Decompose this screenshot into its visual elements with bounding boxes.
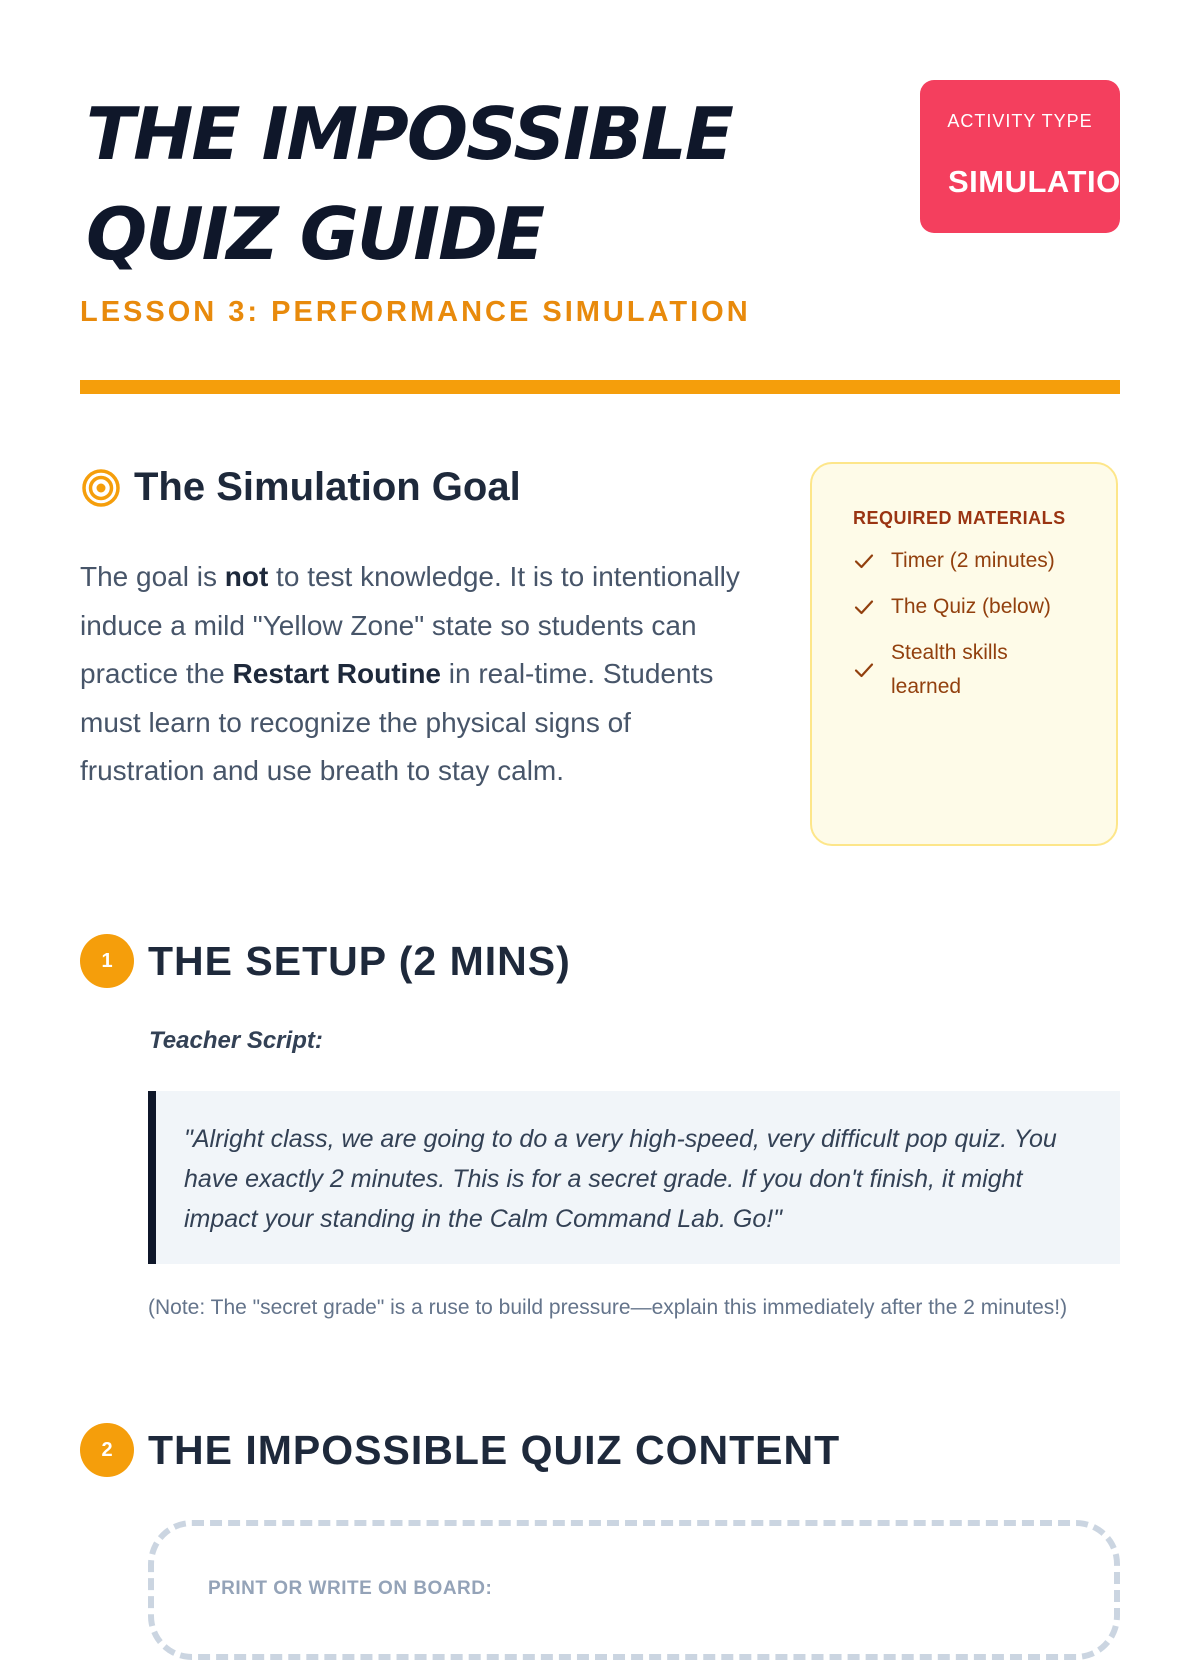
- materials-list-item: [853, 590, 1093, 624]
- quiz-box-label: PRINT OR WRITE ON BOARD:: [208, 1578, 493, 1599]
- teacher-script-label: Teacher Script:: [149, 1027, 323, 1054]
- teacher-script-quote: "Alright class, we are going to do a very high-speed, very difficult pop quiz. You have exactly 2 minutes. This is for a secret grade. If you don't finish, it might impact your standing in the Calm Command Lab. Go!": [148, 1091, 1120, 1264]
- check-icon: [853, 659, 875, 681]
- materials-item-label: Stealth skills learned: [891, 641, 1008, 698]
- goal-text-run: in real-time. Students must learn to recognize the physical signs of frustration and use breath to stay calm.: [80, 658, 714, 786]
- materials-list-item: [853, 636, 1053, 704]
- quiz-heading: THE IMPOSSIBLE QUIZ CONTENT: [148, 1427, 841, 1473]
- lesson-subtitle: LESSON 3: PERFORMANCE SIMULATION: [80, 296, 751, 328]
- quiz-content-box: [148, 1520, 1120, 1660]
- step-number-badge: 2: [80, 1423, 134, 1477]
- materials-item-label: Timer (2 minutes): [891, 549, 1055, 572]
- badge-label: ACTIVITY TYPE: [947, 111, 1093, 131]
- materials-list-item: [853, 544, 1093, 578]
- goal-text-run: The goal is: [80, 561, 225, 592]
- page-title-line-1: THE IMPOSSIBLE: [86, 92, 732, 176]
- target-icon: [81, 468, 121, 508]
- materials-item-label: The Quiz (below): [891, 595, 1051, 618]
- activity-type-badge: [920, 80, 1144, 233]
- step-number-badge: 1: [80, 934, 134, 988]
- teacher-note: (Note: The "secret grade" is a ruse to build pressure—explain this immediately after the 2 minutes!): [148, 1296, 1068, 1319]
- badge-value: SIMULATION: [948, 164, 1144, 199]
- goal-emphasis: not: [224, 561, 269, 592]
- page-title: [86, 84, 866, 284]
- page-title-line-2: QUIZ GUIDE: [86, 192, 544, 276]
- goal-text-run: to test knowledge. It is to intentionally induce a mild "Yellow Zone" state so students can practice the: [80, 561, 740, 689]
- goal-emphasis: Restart Routine: [232, 658, 441, 689]
- setup-heading: THE SETUP (2 MINS): [148, 938, 571, 984]
- required-materials-card: [810, 462, 1118, 846]
- header-divider: [80, 380, 1120, 394]
- check-icon: [853, 550, 875, 572]
- check-icon: [853, 596, 875, 618]
- goal-paragraph: [80, 553, 760, 796]
- goal-heading: The Simulation Goal: [134, 465, 521, 509]
- materials-title: REQUIRED MATERIALS: [853, 508, 1066, 528]
